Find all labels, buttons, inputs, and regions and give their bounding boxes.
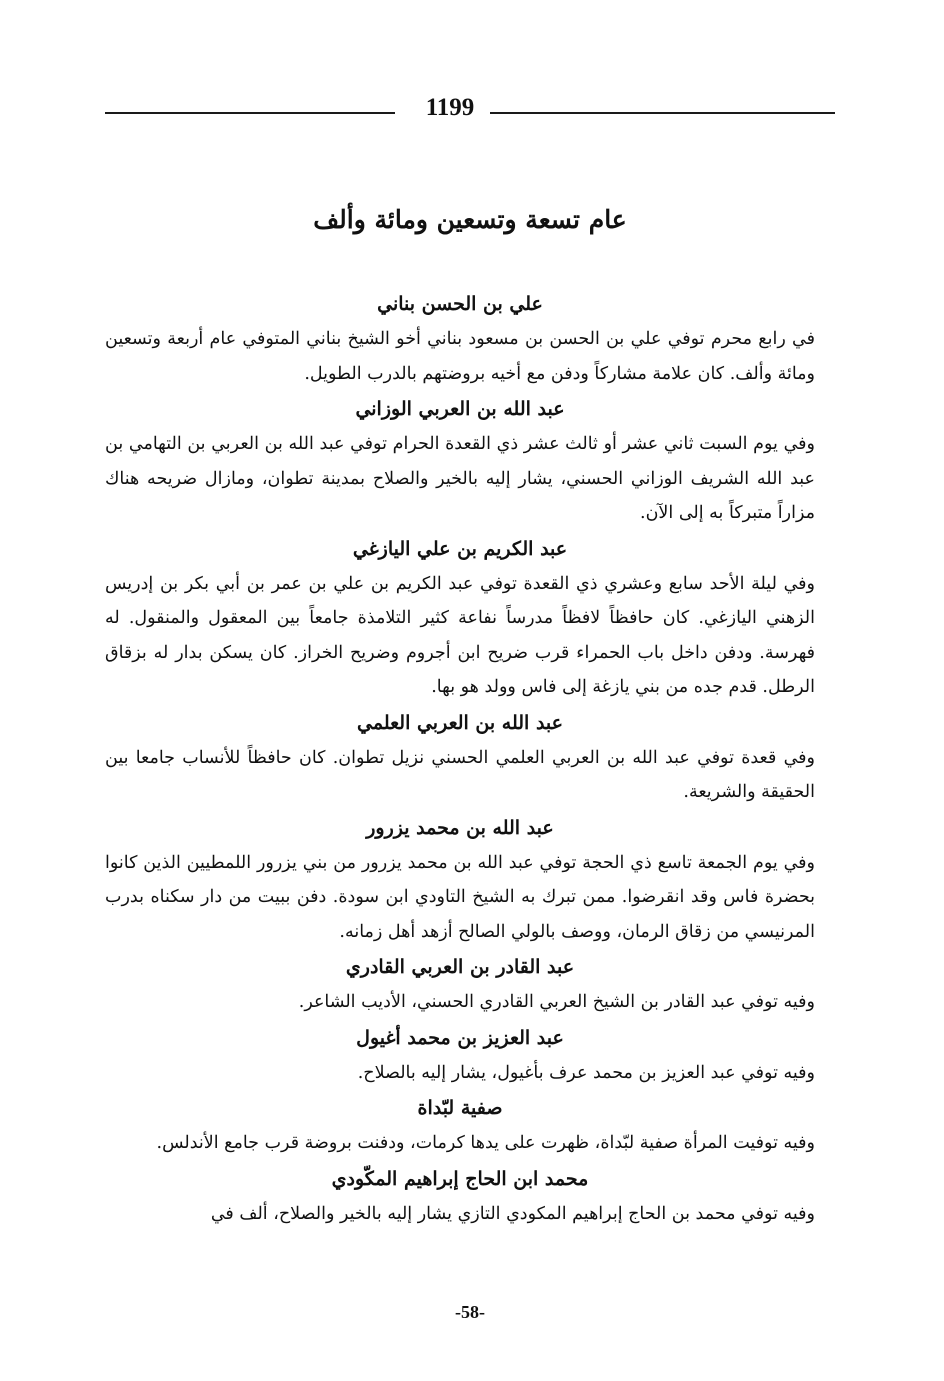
entry-heading: عبد القادر بن العربي القادري xyxy=(345,956,575,978)
entry-heading: عبد الله بن العربي العلمي xyxy=(357,711,563,734)
entry-heading: محمد ابن الحاج إبراهيم المكّودي xyxy=(331,1167,589,1190)
entry-text: وفي يوم الجمعة تاسع ذي الحجة توفي عبد الله بن محمد يزرور من بني يزرور اللمطيين الذين كانوا بحضرة فاس وقد انقرضوا. ممن تبرك به الشيخ التاودي ابن سودة. دفن ببيت من دار سكناه بدرب المرنيسي من زقاق الرمان، ووصف بالولي الصالح أزهد أهل زمانه. xyxy=(105,852,815,942)
entry-text: وفيه توفي محمد بن الحاج إبراهيم المكودي التازي يشار إليه بالخير والصلاح، ألف في xyxy=(210,1203,815,1224)
entry-text: وفيه توفيت المرأة صفية لبّداة، ظهرت على يدها كرمات، ودفنت بروضة قرب جامع الأندلس. xyxy=(156,1133,815,1153)
page-number: -58- xyxy=(455,1302,485,1322)
entry-text: في رابع محرم توفي علي بن الحسن بن مسعود بناني أخو الشيخ بناني المتوفي عام أربعة وتسعين ومائة وألف. كان علامة مشاركاً ودفن مع أخيه بروضتهم بالدرب الطويل. xyxy=(105,329,815,384)
entry-text: وفيه توفي عبد العزيز بن محمد عرف بأغيول، يشار إليه بالصلاح. xyxy=(357,1062,815,1083)
entry-text: وفي قعدة توفي عبد الله بن العربي العلمي الحسني نزيل تطوان. كان حافظاً للأنساب جامعا بين الحقيقة والشريعة. xyxy=(105,747,815,802)
header-rule-right xyxy=(490,112,835,114)
header-year: 1199 xyxy=(425,94,475,121)
chapter-title: عام تسعة وتسعين ومائة وألف xyxy=(313,205,627,234)
page-header xyxy=(105,90,835,130)
entry-heading: عبد الله بن محمد يزرور xyxy=(366,816,554,839)
entry-heading: صفية لبّداة xyxy=(417,1097,503,1119)
entry-heading: عبد العزيز بن محمد أغيول xyxy=(356,1026,564,1049)
entry-text: وفي ليلة الأحد سابع وعشري ذي القعدة توفي عبد الكريم بن علي بن عمر بن أبي بكر بن إدريس الزهني اليازغي. كان حافظاً لافظاً مدرساً نفاعة كثير التلامذة جامعاً بين المعقول والمنقول. له فهرسة. ودفن داخل باب الحمراء قرب ضريح ابن أجروم وضريح الخراز. كان يسكن بدار له بزقاق الرطل. قدم جده من بني يازغة إلى فاس وولد هو بها. xyxy=(105,573,815,697)
entry-text: وفي يوم السبت ثاني عشر أو ثالث عشر ذي القعدة الحرام توفي عبد الله بن العربي بن التهامي بن عبد الله الشريف الوزاني الحسني، يشار إليه بالخير والصلاح بمدينة تطوان، ومازال ضريحه هناك مزاراً متبركاً به إلى الآن. xyxy=(105,434,815,523)
page-body xyxy=(105,286,815,1231)
entry-text: وفيه توفي عبد القادر بن الشيخ العربي القادري الحسني، الأديب الشاعر. xyxy=(298,992,815,1012)
entry-heading: عبد الكريم بن علي اليازغي xyxy=(352,537,568,560)
entry-heading: علي بن الحسن بناني xyxy=(377,293,543,315)
header-rule-left xyxy=(105,112,395,114)
entry-heading: عبد الله بن العربي الوزاني xyxy=(355,398,565,420)
